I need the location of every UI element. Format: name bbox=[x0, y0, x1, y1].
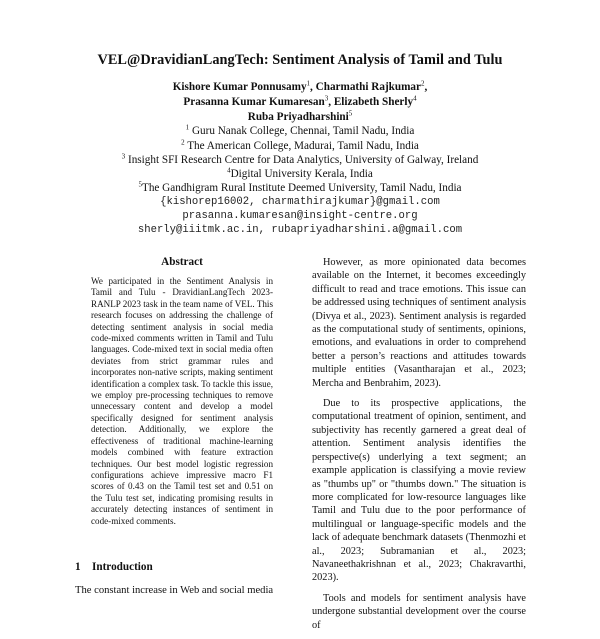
author-separator: , bbox=[310, 81, 316, 93]
body-paragraph: Due to its prospective applications, the computational treatment of opinion, sentiment, and subjectivity has recently garnered a great deal of attention. Sentiment analysis identifies the perspective(s) underlying a text segment; an example application is classifying a movie review as "thumbs up" or "thumbs down." The situation is more complicated for low-resource languages like Tamil and Tulu due to the poor performance of multilingual or language-specific models and the lack of adequate benchmark datasets (Thenmozhi et al., 2023; Subramanian et al., 2023; Navaneethakrishnan et al., 2023; Chakravarthi, 2023). bbox=[312, 398, 526, 584]
affiliation-mark: 5 bbox=[138, 180, 142, 189]
author-separator: , bbox=[424, 81, 428, 93]
email-line: prasanna.kumaresan@insight-centre.org bbox=[182, 210, 418, 222]
affiliation-text: Digital University Kerala, India bbox=[230, 168, 373, 180]
author-line-1 bbox=[0, 80, 600, 95]
affiliation-text: The American College, Madurai, Tamil Nadu, India bbox=[184, 140, 419, 152]
author-name: Prasanna Kumar Kumaresan bbox=[183, 96, 325, 108]
author-name: Ruba Priyadharshini bbox=[247, 111, 349, 123]
affiliation-text: The Gandhigram Rural Institute Deemed University, Tamil Nadu, India bbox=[141, 182, 462, 194]
affiliation bbox=[0, 139, 600, 154]
affiliation bbox=[0, 167, 600, 182]
author-affiliation-mark: 5 bbox=[348, 109, 353, 118]
affiliation bbox=[0, 181, 600, 196]
right-column bbox=[312, 256, 526, 639]
author-affiliation-mark: 2 bbox=[421, 79, 425, 88]
section-title: Introduction bbox=[92, 561, 153, 573]
author-name: Charmathi Rajkumar bbox=[315, 81, 421, 93]
affiliation bbox=[0, 153, 600, 168]
intro-paragraph: The constant increase in Web and social media bbox=[75, 585, 274, 596]
author-affiliation-mark: 4 bbox=[413, 94, 417, 103]
author-line-3 bbox=[0, 110, 600, 125]
affiliation-mark: 1 bbox=[185, 123, 190, 132]
body-paragraph: Tools and models for sentiment analysis have undergone substantial development over the course of bbox=[312, 592, 526, 631]
author-name: Elizabeth Sherly bbox=[333, 96, 414, 108]
author-line-2 bbox=[0, 95, 600, 110]
section-heading bbox=[75, 561, 153, 573]
affiliation bbox=[0, 124, 600, 139]
affiliation-mark: 4 bbox=[227, 166, 231, 175]
affiliation-mark: 2 bbox=[181, 138, 185, 147]
author-separator: , bbox=[328, 96, 334, 108]
email-line: sherly@iiitmk.ac.in, rubapriyadharshini.a@gmail.com bbox=[137, 224, 463, 236]
author-affiliation-mark: 1 bbox=[306, 79, 311, 88]
affiliation-mark: 3 bbox=[121, 152, 126, 161]
abstract-heading: Abstract bbox=[161, 256, 203, 268]
email-line: {kishorep16002, charmathirajkumar}@gmail.com bbox=[160, 196, 440, 208]
affiliation-text: Insight SFI Research Centre for Data Analytics, University of Galway, Ireland bbox=[125, 154, 479, 166]
abstract-text: We participated in the Sentiment Analysis in Tamil and Tulu - DravidianLangTech 2023-RANLP 2023 task in the team name of VEL. This research focuses on addressing the challenge of detecting sentiment analysis in social media code-mixed comments written in Tamil and Tulu languages. Code-mixed text in social media often deviates from strict grammar rules and incorporates non-native scripts, making sentiment identification a complex task. To tackle this issue, we employ pre-processing techniques to remove unnecessary content and develop a model specifically designed for sentiment analysis detection. Additionally, we explore the effectiveness of traditional machine-learning models combined with feature extraction techniques. Our best model logistic regression configurations achieve impressive macro F1 scores of 0.43 on the Tamil test set and 0.51 on the Tulu test set, indicating promising results in accurately detecting instances of sentiment in code-mixed comments. bbox=[91, 276, 273, 526]
section-number: 1 bbox=[75, 561, 81, 573]
paper-title: VEL@DravidianLangTech: Sentiment Analysis of Tamil and Tulu bbox=[97, 52, 503, 68]
affiliation-text: Guru Nanak College, Chennai, Tamil Nadu, India bbox=[189, 125, 415, 137]
body-paragraph: However, as more opinionated data becomes available on the Internet, it becomes exceedingly difficult to read and trace emotions. This issue can be addressed using techniques of sentiment analysis (Divya et al., 2023). Sentiment analysis is regarded as the computational study of sentiments, opinions, emotions, and evaluations in order to comprehend better a person’s reactions and attitudes towards multiple entities (Vasantharajan et al., 2023; Mercha and Benbrahim, 2023). bbox=[312, 257, 526, 389]
author-affiliation-mark: 3 bbox=[324, 94, 329, 103]
author-name: Kishore Kumar Ponnusamy bbox=[172, 81, 307, 93]
